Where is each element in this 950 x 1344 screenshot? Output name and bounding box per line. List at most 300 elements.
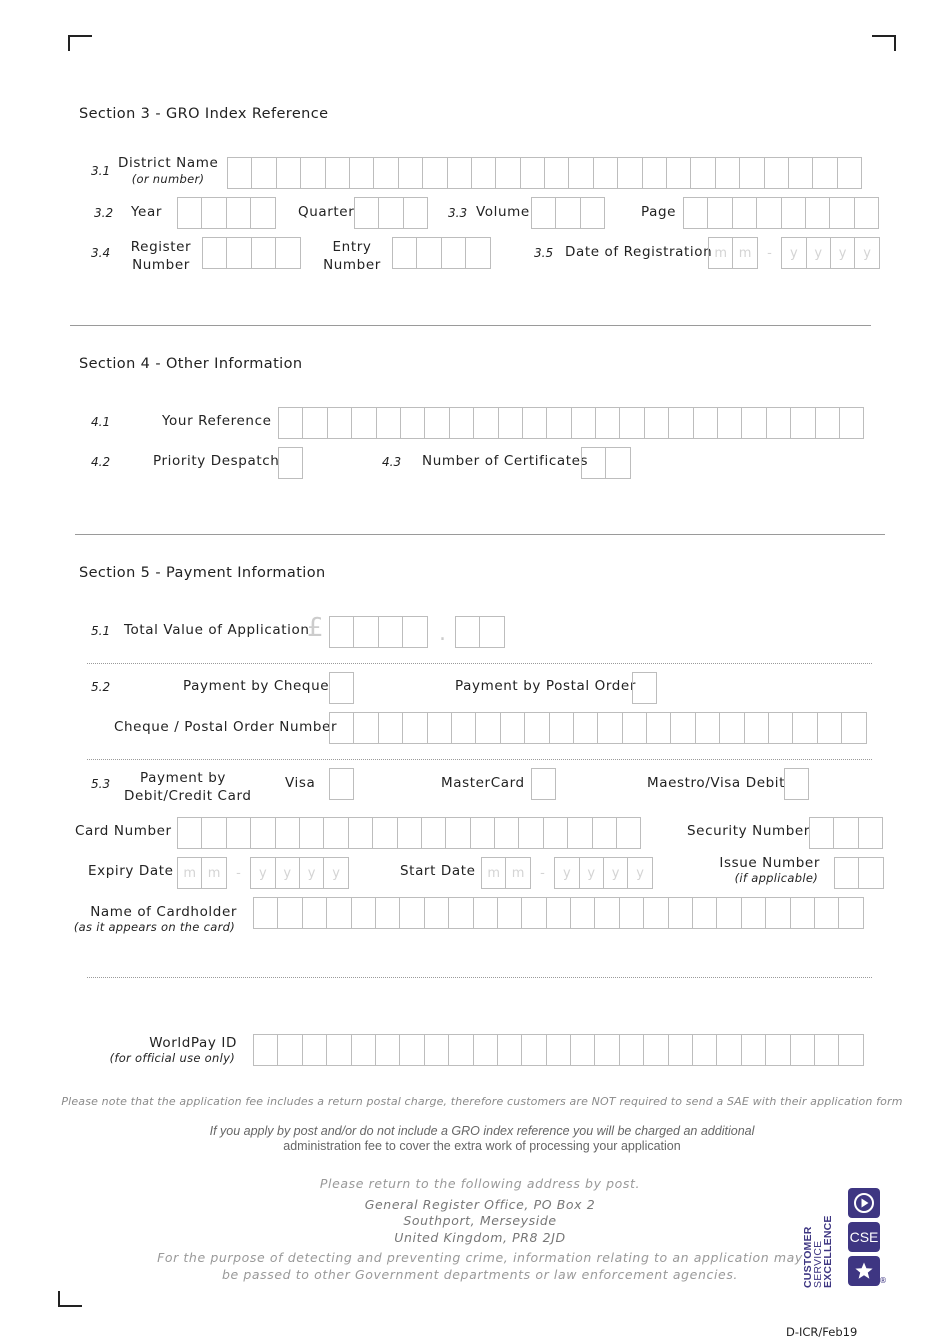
- input-box[interactable]: [520, 157, 545, 189]
- input-box[interactable]: [573, 712, 598, 744]
- start-date-input[interactable]: [481, 857, 653, 889]
- input-box[interactable]: [524, 712, 549, 744]
- input-box[interactable]: [424, 897, 449, 929]
- volume-input[interactable]: [531, 197, 605, 229]
- year-box[interactable]: y: [250, 857, 275, 889]
- address-line3: United Kingdom, PR8 2JD: [394, 1229, 566, 1245]
- year-box[interactable]: y: [806, 237, 831, 269]
- input-box[interactable]: [581, 447, 606, 479]
- payment-postal-label: Payment by Postal Order: [455, 678, 636, 694]
- total-value-pounds-input[interactable]: [329, 616, 428, 648]
- input-box[interactable]: [670, 712, 695, 744]
- input-box[interactable]: [378, 712, 403, 744]
- issue-number-input[interactable]: [834, 857, 884, 889]
- input-box[interactable]: [809, 817, 834, 849]
- expiry-date-label: Expiry Date: [88, 863, 174, 879]
- input-box[interactable]: [500, 712, 525, 744]
- input-box[interactable]: [250, 197, 275, 229]
- input-box[interactable]: [276, 157, 301, 189]
- address-line1: General Register Office, PO Box 2: [364, 1196, 596, 1212]
- input-box[interactable]: [327, 407, 352, 439]
- priority-despatch-checkbox[interactable]: [278, 447, 303, 479]
- input-box[interactable]: [716, 1034, 741, 1066]
- worldpay-id-text: WorldPay ID: [149, 1035, 237, 1051]
- input-box[interactable]: [323, 817, 348, 849]
- input-box[interactable]: [646, 712, 671, 744]
- input-box[interactable]: [817, 712, 842, 744]
- input-box[interactable]: [494, 817, 519, 849]
- year-box[interactable]: y: [299, 857, 324, 889]
- name-of-cardholder-label: [60, 904, 237, 934]
- issue-number-text: Issue Number: [719, 855, 820, 871]
- input-box[interactable]: [400, 407, 425, 439]
- crop-mark-bottom-left: [58, 1291, 82, 1307]
- input-box[interactable]: [465, 237, 490, 269]
- input-box[interactable]: [668, 897, 693, 929]
- admin-fee-note-line1: If you apply by post and/or do not include a GRO index reference you will be charged an additional: [209, 1124, 755, 1138]
- priority-despatch-label: Priority Despatch: [153, 453, 280, 469]
- input-box[interactable]: [495, 157, 520, 189]
- input-box[interactable]: [692, 1034, 717, 1066]
- input-box[interactable]: [788, 157, 813, 189]
- maestro-label: Maestro/Visa Debit: [647, 775, 786, 791]
- security-number-label: Security Number: [687, 823, 810, 839]
- input-box[interactable]: [470, 817, 495, 849]
- input-box[interactable]: [858, 857, 883, 889]
- input-box[interactable]: [756, 197, 781, 229]
- month-box[interactable]: m: [732, 237, 757, 269]
- cse-logo-text: [803, 1215, 833, 1288]
- input-box[interactable]: [202, 237, 227, 269]
- input-box[interactable]: [693, 407, 718, 439]
- input-box[interactable]: [834, 857, 859, 889]
- month-box[interactable]: m: [505, 857, 530, 889]
- input-box[interactable]: [375, 1034, 400, 1066]
- input-box[interactable]: [277, 897, 302, 929]
- input-box[interactable]: [765, 1034, 790, 1066]
- year-box[interactable]: y: [323, 857, 348, 889]
- input-box[interactable]: [622, 712, 647, 744]
- input-box[interactable]: [744, 712, 769, 744]
- input-box[interactable]: [546, 1034, 571, 1066]
- card-number-input[interactable]: [177, 817, 641, 849]
- input-box[interactable]: [329, 712, 354, 744]
- input-box[interactable]: [683, 197, 708, 229]
- input-box[interactable]: [302, 1034, 327, 1066]
- input-box[interactable]: [644, 407, 669, 439]
- input-box[interactable]: [253, 1034, 278, 1066]
- total-value-pence-input[interactable]: [455, 616, 505, 648]
- input-box[interactable]: [619, 1034, 644, 1066]
- input-box[interactable]: [349, 157, 374, 189]
- item-4-1-number: 4.1: [91, 415, 111, 429]
- district-name-label: [118, 155, 218, 186]
- input-box[interactable]: [329, 616, 354, 648]
- input-box[interactable]: [690, 157, 715, 189]
- debit-credit-card-text: Debit/Credit Card: [124, 788, 252, 804]
- input-box[interactable]: [497, 897, 522, 929]
- input-box[interactable]: [300, 157, 325, 189]
- input-box[interactable]: [402, 616, 427, 648]
- input-box[interactable]: [717, 407, 742, 439]
- cheque-po-number-label: Cheque / Postal Order Number: [114, 719, 338, 735]
- input-box[interactable]: [448, 1034, 473, 1066]
- input-box[interactable]: [555, 197, 580, 229]
- input-box[interactable]: [522, 407, 547, 439]
- input-box[interactable]: [580, 197, 605, 229]
- section3-divider: [70, 325, 871, 326]
- input-box[interactable]: [765, 897, 790, 929]
- input-box[interactable]: [399, 897, 424, 929]
- input-box[interactable]: [373, 157, 398, 189]
- dotted-divider-1: [87, 663, 872, 664]
- input-box[interactable]: [277, 1034, 302, 1066]
- input-box[interactable]: [521, 1034, 546, 1066]
- item-5-2-number: 5.2: [91, 680, 111, 694]
- input-box[interactable]: [814, 1034, 839, 1066]
- input-box[interactable]: [473, 1034, 498, 1066]
- input-box[interactable]: [790, 1034, 815, 1066]
- input-box[interactable]: [416, 237, 441, 269]
- input-box[interactable]: [812, 157, 837, 189]
- decimal-point: .: [439, 621, 447, 646]
- fee-note: Please note that the application fee includes a return postal charge, therefore customers are NOT required to send a SAE with their application form: [61, 1095, 903, 1108]
- year-label: Year: [131, 204, 162, 220]
- official-use-text: (for official use only): [109, 1051, 235, 1065]
- input-box[interactable]: [427, 712, 452, 744]
- mastercard-checkbox[interactable]: [531, 768, 556, 800]
- input-box[interactable]: [741, 407, 766, 439]
- entry-number-label: [320, 238, 384, 274]
- input-box[interactable]: [595, 407, 620, 439]
- input-box[interactable]: [278, 407, 303, 439]
- input-box[interactable]: [402, 712, 427, 744]
- crop-mark-top-left: [68, 35, 92, 51]
- input-box[interactable]: [251, 157, 276, 189]
- return-line: Please return to the following address by post.: [319, 1176, 641, 1191]
- input-box[interactable]: [766, 407, 791, 439]
- input-box[interactable]: [546, 407, 571, 439]
- district-name-text: District Name: [118, 155, 219, 171]
- input-box[interactable]: [397, 817, 422, 849]
- input-box[interactable]: [568, 157, 593, 189]
- security-number-input[interactable]: [809, 817, 883, 849]
- input-box[interactable]: [353, 616, 378, 648]
- entry-number-text: Number: [323, 257, 381, 273]
- input-box[interactable]: [567, 817, 592, 849]
- input-box[interactable]: [177, 817, 202, 849]
- input-box[interactable]: [841, 712, 866, 744]
- input-box[interactable]: [326, 1034, 351, 1066]
- input-box[interactable]: [498, 407, 523, 439]
- input-box[interactable]: [666, 157, 691, 189]
- input-box[interactable]: [741, 1034, 766, 1066]
- input-box[interactable]: [473, 407, 498, 439]
- month-box[interactable]: m: [201, 857, 226, 889]
- input-box[interactable]: [299, 817, 324, 849]
- input-box[interactable]: [275, 237, 300, 269]
- year-box[interactable]: y: [627, 857, 652, 889]
- input-box[interactable]: [375, 897, 400, 929]
- input-box[interactable]: [695, 712, 720, 744]
- input-box[interactable]: [790, 897, 815, 929]
- input-box[interactable]: [354, 197, 379, 229]
- input-box[interactable]: [719, 712, 744, 744]
- input-box[interactable]: [543, 817, 568, 849]
- input-box[interactable]: [521, 897, 546, 929]
- register-text: Register: [130, 239, 192, 255]
- input-box[interactable]: [250, 817, 275, 849]
- mastercard-label: MasterCard: [441, 775, 525, 791]
- input-box[interactable]: [605, 447, 630, 479]
- date-of-registration-input[interactable]: [708, 237, 880, 269]
- star-icon: [848, 1256, 880, 1286]
- input-box[interactable]: [518, 817, 543, 849]
- input-box[interactable]: [790, 407, 815, 439]
- input-box[interactable]: [632, 672, 657, 704]
- input-box[interactable]: [471, 157, 496, 189]
- register-number-input[interactable]: [202, 237, 301, 269]
- entry-number-input[interactable]: [392, 237, 491, 269]
- dotted-divider-2: [87, 759, 872, 760]
- form-code: D-ICR/Feb19: [786, 1325, 858, 1339]
- input-box[interactable]: [278, 447, 303, 479]
- input-box[interactable]: [398, 157, 423, 189]
- input-box[interactable]: [784, 768, 809, 800]
- payment-cheque-label: Payment by Cheque: [183, 678, 330, 694]
- input-box[interactable]: [643, 897, 668, 929]
- payment-card-label: [124, 769, 252, 805]
- section5-title: Section 5 - Payment Information: [79, 565, 326, 581]
- input-box[interactable]: [325, 157, 350, 189]
- maestro-checkbox[interactable]: [784, 768, 809, 800]
- district-name-input[interactable]: [227, 157, 862, 189]
- input-box[interactable]: [715, 157, 740, 189]
- input-box[interactable]: [838, 897, 863, 929]
- input-box[interactable]: [376, 407, 401, 439]
- input-box[interactable]: [707, 197, 732, 229]
- your-reference-label: Your Reference: [162, 413, 272, 429]
- month-box[interactable]: m: [708, 237, 733, 269]
- input-box[interactable]: [403, 197, 428, 229]
- input-box[interactable]: [351, 1034, 376, 1066]
- input-box[interactable]: [594, 897, 619, 929]
- register-number-label: [126, 238, 196, 274]
- input-box[interactable]: [479, 616, 504, 648]
- input-box[interactable]: [226, 237, 251, 269]
- page-input[interactable]: [683, 197, 879, 229]
- card-number-label: Card Number: [75, 823, 172, 839]
- worldpay-id-label: [60, 1035, 237, 1065]
- input-box[interactable]: [546, 897, 571, 929]
- input-box[interactable]: [838, 1034, 863, 1066]
- input-box[interactable]: [326, 897, 351, 929]
- input-box[interactable]: [594, 1034, 619, 1066]
- expiry-date-input[interactable]: [177, 857, 349, 889]
- input-box[interactable]: [447, 157, 472, 189]
- or-number-text: (or number): [131, 172, 205, 186]
- input-box[interactable]: [833, 817, 858, 849]
- address-line2: Southport, Merseyside: [403, 1213, 557, 1228]
- input-box[interactable]: [226, 197, 251, 229]
- play-icon: [848, 1188, 880, 1218]
- item-3-2-number: 3.2: [94, 206, 114, 220]
- input-box[interactable]: [768, 712, 793, 744]
- input-box[interactable]: [642, 157, 667, 189]
- input-box[interactable]: [448, 897, 473, 929]
- register-number-text: Number: [132, 257, 190, 273]
- input-box[interactable]: [251, 237, 276, 269]
- date-separator: -: [540, 865, 545, 881]
- input-box[interactable]: [571, 407, 596, 439]
- input-box[interactable]: [399, 1034, 424, 1066]
- input-box[interactable]: [497, 1034, 522, 1066]
- input-box[interactable]: [455, 616, 480, 648]
- input-box[interactable]: [692, 897, 717, 929]
- input-box[interactable]: [378, 616, 403, 648]
- input-box[interactable]: [668, 1034, 693, 1066]
- name-of-cardholder-input[interactable]: [253, 897, 864, 929]
- input-box[interactable]: [253, 897, 278, 929]
- logo-line-excellence: EXCELLENCE: [822, 1215, 834, 1288]
- input-box[interactable]: [275, 817, 300, 849]
- input-box[interactable]: [732, 197, 757, 229]
- input-box[interactable]: [792, 712, 817, 744]
- item-4-2-number: 4.2: [91, 455, 111, 469]
- input-box[interactable]: [619, 897, 644, 929]
- input-box[interactable]: [473, 897, 498, 929]
- input-box[interactable]: [227, 157, 252, 189]
- number-of-certificates-label: Number of Certificates: [422, 453, 589, 469]
- input-box[interactable]: [815, 407, 840, 439]
- visa-checkbox[interactable]: [329, 768, 354, 800]
- input-box[interactable]: [617, 157, 642, 189]
- item-3-3-number: 3.3: [448, 206, 468, 220]
- year-box[interactable]: y: [830, 237, 855, 269]
- crime-note-line1: For the purpose of detecting and preventing crime, information relating to an application may: [157, 1250, 803, 1265]
- year-box[interactable]: y: [554, 857, 579, 889]
- input-box[interactable]: [829, 197, 854, 229]
- input-box[interactable]: [837, 157, 862, 189]
- logo-line-customer: CUSTOMER: [802, 1226, 814, 1288]
- cheque-po-number-input[interactable]: [329, 712, 867, 744]
- input-box[interactable]: [424, 407, 449, 439]
- input-box[interactable]: [839, 407, 864, 439]
- input-box[interactable]: [854, 197, 879, 229]
- section4-divider: [75, 534, 885, 535]
- input-box[interactable]: [424, 1034, 449, 1066]
- item-4-3-number: 4.3: [382, 455, 402, 469]
- input-box[interactable]: [531, 768, 556, 800]
- input-box[interactable]: [329, 768, 354, 800]
- input-box[interactable]: [441, 237, 466, 269]
- your-reference-input[interactable]: [278, 407, 864, 439]
- year-box[interactable]: y: [275, 857, 300, 889]
- date-separator: -: [236, 865, 241, 881]
- input-box[interactable]: [814, 897, 839, 929]
- worldpay-id-input[interactable]: [253, 1034, 864, 1066]
- input-box[interactable]: [544, 157, 569, 189]
- input-box[interactable]: [445, 817, 470, 849]
- item-3-5-number: 3.5: [534, 246, 554, 260]
- quarter-input[interactable]: [354, 197, 428, 229]
- input-box[interactable]: [570, 1034, 595, 1066]
- month-box[interactable]: m: [481, 857, 506, 889]
- input-box[interactable]: [592, 817, 617, 849]
- input-box[interactable]: [616, 817, 641, 849]
- input-box[interactable]: [451, 712, 476, 744]
- payment-by-text: Payment by: [140, 770, 226, 786]
- input-box[interactable]: [177, 197, 202, 229]
- input-box[interactable]: [549, 712, 574, 744]
- input-box[interactable]: [348, 817, 373, 849]
- logo-line-service: SERVICE: [812, 1240, 824, 1288]
- issue-number-label: [700, 855, 820, 885]
- year-box[interactable]: y: [579, 857, 604, 889]
- input-box[interactable]: [805, 197, 830, 229]
- input-box[interactable]: [329, 672, 354, 704]
- input-box[interactable]: [351, 897, 376, 929]
- name-of-cardholder-text: Name of Cardholder: [90, 904, 237, 920]
- input-box[interactable]: [741, 897, 766, 929]
- input-box[interactable]: [201, 197, 226, 229]
- input-box[interactable]: [201, 817, 226, 849]
- input-box[interactable]: [302, 407, 327, 439]
- input-box[interactable]: [392, 237, 417, 269]
- month-box[interactable]: m: [177, 857, 202, 889]
- input-box[interactable]: [475, 712, 500, 744]
- input-box[interactable]: [781, 197, 806, 229]
- input-box[interactable]: [739, 157, 764, 189]
- input-box[interactable]: [619, 407, 644, 439]
- year-input[interactable]: [177, 197, 276, 229]
- input-box[interactable]: [597, 712, 622, 744]
- entry-text: Entry: [332, 239, 372, 255]
- number-of-certificates-input[interactable]: [581, 447, 631, 479]
- visa-label: Visa: [285, 775, 316, 791]
- date-of-registration-label: Date of Registration: [565, 244, 713, 260]
- input-box[interactable]: [643, 1034, 668, 1066]
- year-box[interactable]: y: [854, 237, 879, 269]
- input-box[interactable]: [226, 817, 251, 849]
- input-box[interactable]: [353, 712, 378, 744]
- input-box[interactable]: [858, 817, 883, 849]
- input-box[interactable]: [764, 157, 789, 189]
- year-box[interactable]: y: [781, 237, 806, 269]
- dotted-divider-3: [87, 977, 872, 978]
- as-it-appears-text: (as it appears on the card): [73, 920, 235, 934]
- item-3-1-number: 3.1: [91, 164, 111, 178]
- input-box[interactable]: [716, 897, 741, 929]
- payment-postal-checkbox[interactable]: [632, 672, 657, 704]
- input-box[interactable]: [372, 817, 397, 849]
- input-box[interactable]: [302, 897, 327, 929]
- input-box[interactable]: [422, 157, 447, 189]
- input-box[interactable]: [531, 197, 556, 229]
- input-box[interactable]: [570, 897, 595, 929]
- input-box[interactable]: [351, 407, 376, 439]
- input-box[interactable]: [593, 157, 618, 189]
- page-label: Page: [641, 204, 677, 220]
- input-box[interactable]: [421, 817, 446, 849]
- input-box[interactable]: [449, 407, 474, 439]
- crime-note-line2: be passed to other Government departments or law enforcement agencies.: [221, 1266, 739, 1282]
- item-5-1-number: 5.1: [91, 624, 111, 638]
- input-box[interactable]: [378, 197, 403, 229]
- input-box[interactable]: [668, 407, 693, 439]
- payment-cheque-checkbox[interactable]: [329, 672, 354, 704]
- year-box[interactable]: y: [603, 857, 628, 889]
